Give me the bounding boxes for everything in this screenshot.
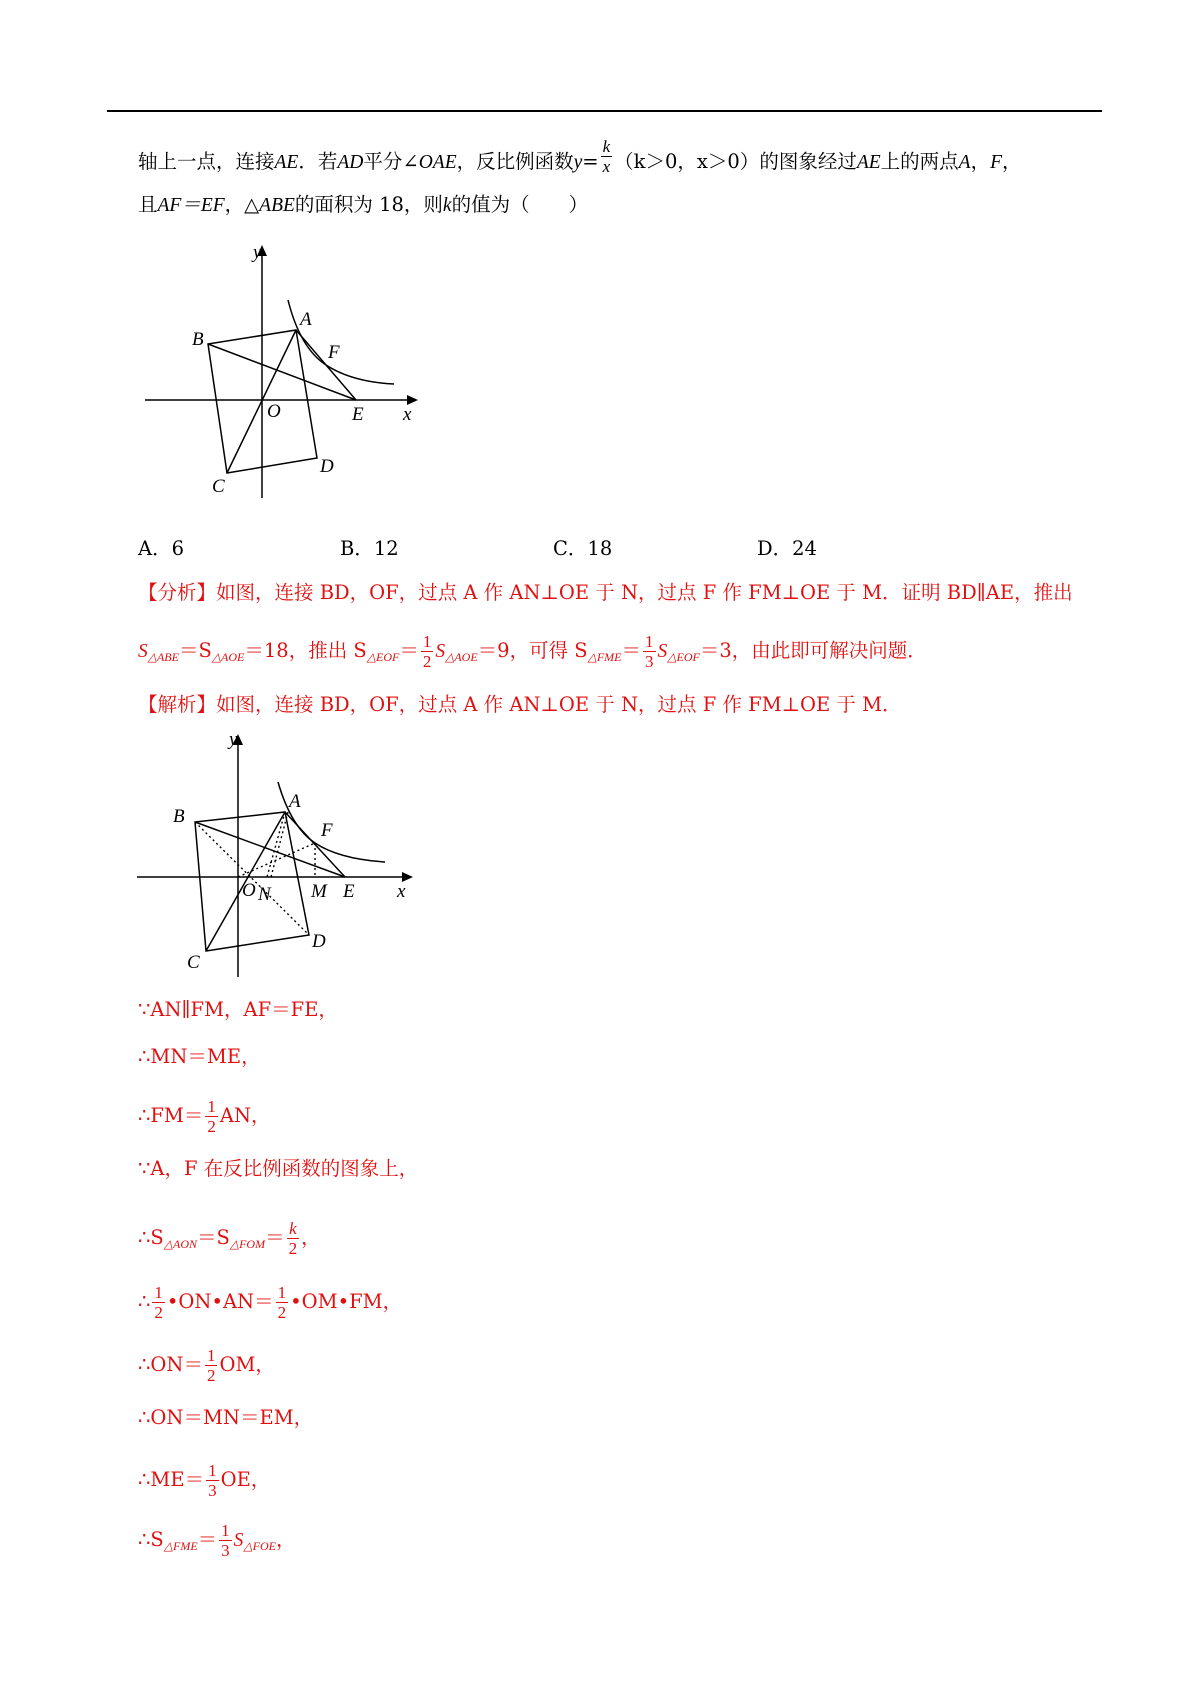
text: ， [970, 150, 991, 173]
denominator: 2 [207, 1117, 216, 1136]
option-value: 6 [171, 537, 185, 560]
denominator: 2 [154, 1303, 163, 1322]
segment-an-dotted [267, 812, 285, 877]
math-var: AE [856, 152, 881, 173]
math-var: OAE [418, 152, 457, 173]
option-a [138, 533, 184, 561]
text: ＝3，由此即可解决问题． [699, 639, 927, 662]
analysis-tag: 【分析】 [138, 581, 217, 604]
fraction [152, 1284, 165, 1321]
segment-bd-dotted [195, 822, 309, 935]
step-text: •ON•AN＝ [166, 1290, 274, 1313]
label-x: x [403, 404, 412, 425]
denominator: 3 [645, 652, 654, 671]
math-var: AD [337, 152, 364, 173]
denominator: 2 [206, 1366, 216, 1385]
numerator: k [289, 1219, 297, 1238]
fraction [643, 633, 656, 670]
option-letter: B． [340, 537, 374, 560]
step-text: ＝ [265, 1226, 285, 1249]
fraction [219, 1522, 232, 1559]
denominator: 3 [221, 1541, 230, 1560]
text: 的面积为 18，则 [294, 193, 443, 216]
step-text: ＝ [197, 1528, 218, 1551]
numerator: k [602, 137, 611, 156]
math-var: S [657, 641, 668, 662]
text: ＝ [399, 639, 419, 662]
numerator: 1 [645, 632, 654, 651]
step-text: ∵AN∥FM，AF＝FE， [138, 998, 338, 1021]
text: ，△ [224, 193, 260, 216]
math-var: y [573, 152, 583, 173]
denominator: 2 [288, 1239, 298, 1258]
text: ＝S [178, 639, 212, 662]
label-e: E [343, 881, 355, 902]
step-text: OM， [219, 1353, 275, 1376]
option-letter: A． [138, 537, 172, 560]
label-m: M [311, 881, 327, 902]
text: ＝18，推出 S [244, 639, 367, 662]
text: 平分∠ [363, 150, 419, 173]
text: ＝9，可得 S [477, 639, 588, 662]
math-var: S [138, 641, 148, 662]
text: 且 [138, 193, 158, 216]
text: ．若 [298, 150, 338, 173]
text: ，反比例函数 [456, 150, 574, 173]
subscript: △FOE [243, 1539, 276, 1553]
label-d: D [312, 931, 326, 952]
math-var: k [442, 195, 452, 216]
option-value: 24 [792, 537, 817, 560]
segment-of-dotted [238, 843, 315, 877]
step-text: ∴ [138, 1290, 151, 1313]
step-text: ∴S [138, 1226, 164, 1249]
label-a: A [300, 309, 312, 330]
numerator: 1 [208, 1461, 217, 1480]
label-f: F [321, 820, 333, 841]
label-f: F [328, 342, 340, 363]
step-5 [138, 1220, 321, 1257]
option-c [553, 533, 612, 561]
numerator: 1 [277, 1283, 287, 1302]
math-var: ABE [259, 195, 295, 216]
text: 上的两点 [880, 150, 959, 173]
denominator: x [602, 157, 611, 176]
subscript: △FOM [229, 1237, 266, 1251]
math-expr: AF＝EF [157, 195, 225, 216]
step-text: ∴ON＝MN＝EM， [138, 1406, 314, 1429]
text: = [582, 150, 599, 173]
step-1 [138, 1000, 338, 1020]
label-y: y [253, 242, 262, 263]
subscript: △EOF [667, 650, 700, 664]
label-c: C [187, 952, 200, 973]
step-3 [138, 1098, 271, 1135]
label-b: B [192, 329, 204, 350]
label-c: C [212, 476, 225, 497]
label-o: O [242, 880, 256, 901]
step-text: ＝S [197, 1226, 230, 1249]
label-n: N [258, 884, 271, 905]
text: 轴上一点，连接 [138, 150, 275, 173]
math-var: A [958, 152, 971, 173]
solution-tag: 【解析】 [138, 693, 217, 716]
step-text: ∴ON＝ [138, 1353, 203, 1376]
analysis-text: 如图，连接 BD，OF，过点 A 作 AN⊥OE 于 N，过点 F 作 FM⊥OE 于 M．证明 BD∥AE，推出 [216, 581, 1073, 604]
subscript: △ABE [147, 650, 179, 664]
question-line-1 [138, 138, 1022, 175]
numerator: 1 [206, 1346, 216, 1365]
condition-text: （k＞0，x＞0） [614, 150, 760, 173]
solution-line-1 [138, 695, 902, 715]
label-d: D [320, 456, 334, 477]
numerator: 1 [422, 632, 432, 651]
figure-2 [125, 725, 425, 995]
header-rule [107, 110, 1102, 112]
question-line-2 [138, 195, 588, 216]
label-x: x [397, 881, 406, 902]
option-value: 12 [373, 537, 399, 560]
math-var: AE [274, 152, 299, 173]
fraction-k-over-x [601, 138, 613, 175]
subscript: △AOE [211, 650, 245, 664]
step-4 [138, 1159, 418, 1179]
fraction [206, 1462, 219, 1499]
step-9 [138, 1462, 270, 1499]
step-text: ∴ME＝ [138, 1468, 205, 1491]
math-var: F [990, 152, 1003, 173]
step-text: ∴S [138, 1528, 164, 1551]
numerator: 1 [154, 1283, 163, 1302]
label-o: O [267, 401, 281, 422]
step-text: ， [301, 1226, 321, 1249]
option-d [757, 533, 817, 561]
figure-1 [130, 240, 430, 510]
subscript: △AOE [445, 650, 478, 664]
step-text: •OM•FM， [290, 1290, 403, 1313]
numerator: 1 [207, 1097, 216, 1116]
text: 的图象经过 [759, 150, 857, 173]
label-y: y [229, 729, 238, 750]
step-text: ∴FM＝ [138, 1104, 204, 1127]
option-value: 18 [587, 537, 613, 560]
analysis-line-1 [138, 583, 1073, 603]
step-6 [138, 1284, 402, 1321]
text: ＝ [621, 639, 642, 662]
math-var: S [435, 641, 446, 662]
denominator: 2 [422, 652, 432, 671]
numerator: 1 [221, 1521, 230, 1540]
option-letter: C． [553, 537, 588, 560]
fraction [276, 1284, 289, 1321]
label-e: E [352, 404, 364, 425]
solution-text: 如图，连接 BD，OF，过点 A 作 AN⊥OE 于 N，过点 F 作 FM⊥OE 于 M． [216, 693, 902, 716]
label-b: B [173, 806, 185, 827]
step-text: ， [275, 1528, 296, 1551]
step-text: ∴MN＝ME， [138, 1045, 261, 1068]
analysis-line-2 [138, 633, 927, 670]
fraction [421, 633, 434, 670]
fraction [205, 1098, 218, 1135]
step-8 [138, 1408, 313, 1428]
option-b [340, 533, 399, 561]
subscript: △FME [587, 650, 622, 664]
text: ， [1002, 150, 1022, 173]
text: 的值为（ ） [451, 193, 589, 216]
fraction [205, 1347, 218, 1384]
fraction [287, 1220, 300, 1257]
denominator: 2 [277, 1303, 287, 1322]
math-var: S [233, 1530, 244, 1551]
step-10 [138, 1522, 296, 1559]
subscript: △AON [163, 1237, 197, 1251]
step-text: ∵A，F 在反比例函数的图象上， [138, 1157, 419, 1180]
step-text: OE， [220, 1468, 271, 1491]
step-text: AN， [219, 1104, 271, 1127]
option-letter: D． [757, 537, 793, 560]
denominator: 3 [208, 1481, 217, 1500]
step-2 [138, 1047, 261, 1067]
step-7 [138, 1347, 275, 1384]
subscript: △FME [163, 1539, 198, 1553]
label-a: A [289, 791, 301, 812]
subscript: △EOF [366, 650, 400, 664]
